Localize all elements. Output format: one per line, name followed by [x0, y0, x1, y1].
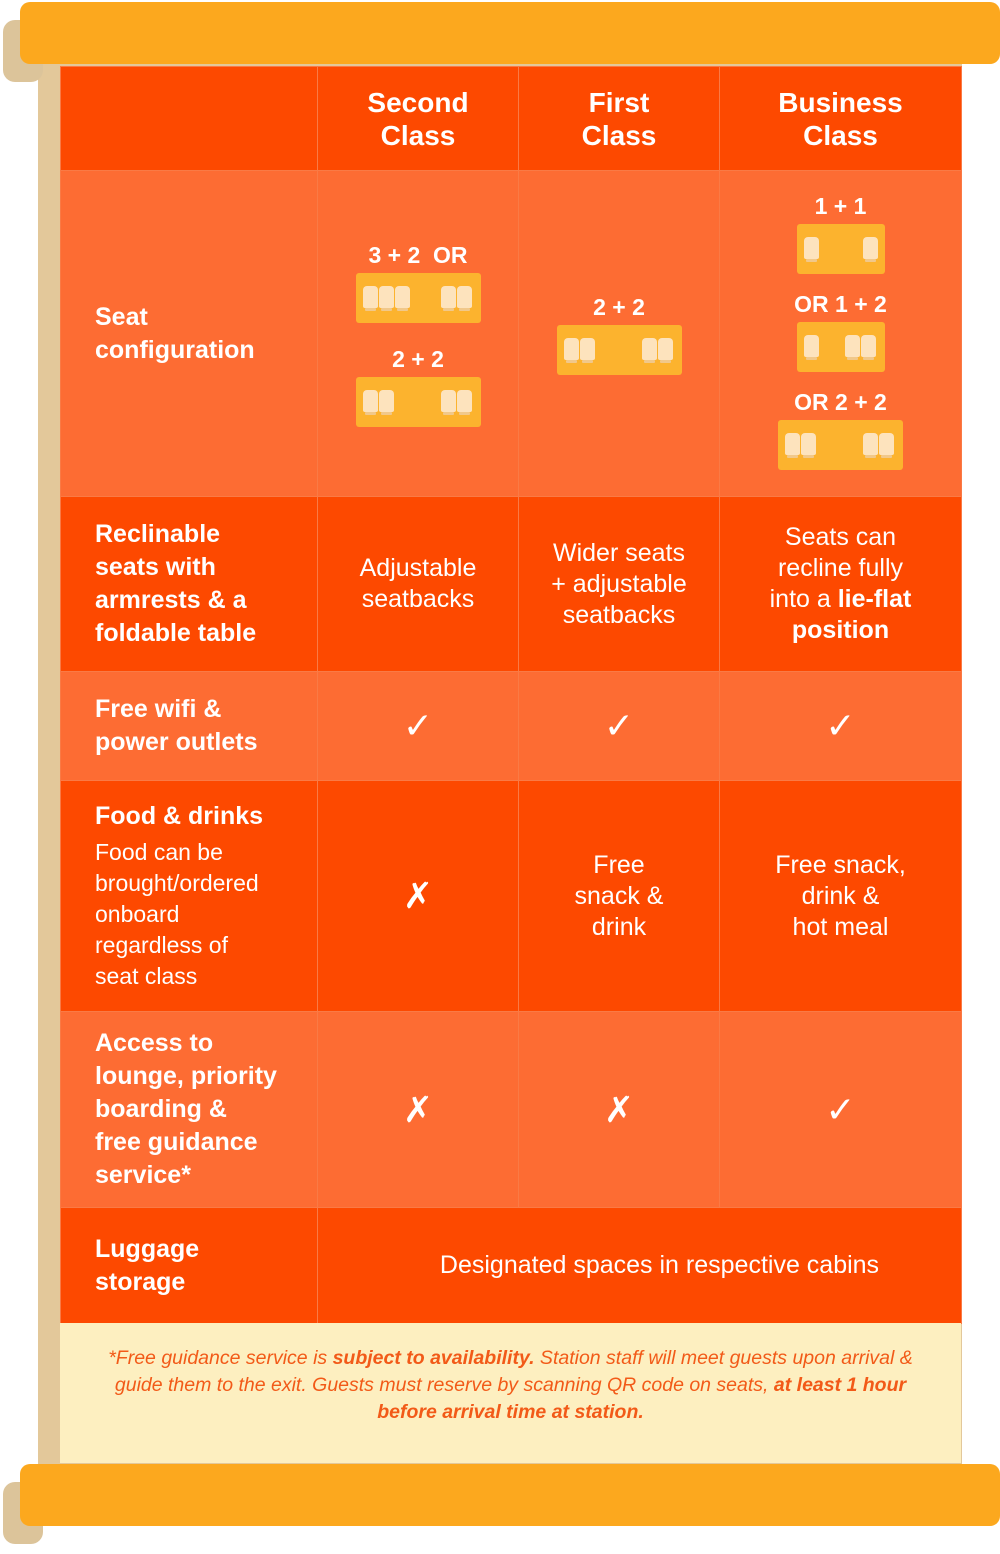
- business-class-seat-config: [720, 171, 962, 497]
- seat-2-2-icon: [356, 377, 481, 427]
- cross-icon: ✗: [318, 1012, 519, 1208]
- business-class-recline: [720, 497, 962, 672]
- row-label-wifi-power: Free wifi & power outlets: [61, 672, 318, 781]
- footnote-bold: subject to availability.: [332, 1347, 535, 1369]
- second-class-seat-config: [318, 171, 519, 497]
- scroll-roll-top: [20, 2, 1000, 64]
- row-food-drinks: [61, 781, 962, 1012]
- footnote-part: *Free guidance service is: [108, 1347, 333, 1369]
- footnote-bold: at least 1 hour before arrival time at station.: [377, 1374, 907, 1423]
- column-header-business-class: Business Class: [720, 67, 962, 171]
- check-icon: ✓: [720, 672, 962, 781]
- seat-layout-label: 2 + 2: [392, 345, 444, 372]
- cross-icon: ✗: [519, 1012, 720, 1208]
- seat-1-2-icon: [797, 322, 885, 372]
- row-label-reclinable-seats: Reclinable seats with armrests & a foldable table: [61, 497, 318, 672]
- business-class-food: Free snack, drink & hot meal: [720, 781, 962, 1012]
- footnote-part: Station staff will meet guests upon arrival & guide them to the exit. Guests must reserve by scanning QR code on seats,: [114, 1347, 913, 1396]
- seat-2-2-icon: [557, 325, 682, 375]
- second-class-recline: Adjustable seatbacks: [318, 497, 519, 672]
- check-icon: ✓: [519, 672, 720, 781]
- cross-icon: ✗: [318, 781, 519, 1012]
- scroll-roll-bottom: [20, 1464, 1000, 1526]
- luggage-storage-value: Designated spaces in respective cabins: [318, 1208, 962, 1324]
- food-drinks-title: Food & drinks: [95, 802, 264, 830]
- row-seat-configuration: [61, 171, 962, 497]
- row-lounge-access: [61, 1012, 962, 1208]
- row-label-seat-configuration: Seat configuration: [61, 171, 318, 497]
- seat-layout-label: OR 2 + 2: [794, 388, 887, 415]
- row-wifi-power: [61, 672, 962, 781]
- first-class-food: Free snack & drink: [519, 781, 720, 1012]
- row-luggage-storage: [61, 1208, 962, 1324]
- seat-3-2-icon: [356, 273, 481, 323]
- food-drinks-note: Food can be brought/ordered onboard regardless of seat class: [95, 839, 259, 989]
- first-class-seat-config: [519, 171, 720, 497]
- footnote-panel: [60, 1323, 961, 1463]
- check-icon: ✓: [720, 1012, 962, 1208]
- seat-layout-label: 3 + 2 OR: [368, 241, 468, 268]
- seat-layout-label: OR 1 + 2: [794, 290, 887, 317]
- recline-text: Seats can recline fully into a: [769, 523, 904, 613]
- column-header-first-class: First Class: [519, 67, 720, 171]
- seat-2-2-icon: [778, 420, 903, 470]
- row-label-food-drinks: [61, 781, 318, 1012]
- seat-class-comparison-table: [60, 66, 962, 1324]
- header-row: [61, 67, 962, 171]
- row-label-lounge-access: Access to lounge, priority boarding & free guidance service*: [61, 1012, 318, 1208]
- footnote-text: [100, 1345, 921, 1426]
- check-icon: ✓: [318, 672, 519, 781]
- first-class-recline: Wider seats + adjustable seatbacks: [519, 497, 720, 672]
- recline-bold-text: lie-flat position: [791, 585, 912, 644]
- seat-layout-label: 2 + 2: [593, 293, 645, 320]
- header-corner-cell: [61, 67, 318, 171]
- column-header-second-class: Second Class: [318, 67, 519, 171]
- row-label-luggage-storage: Luggage storage: [61, 1208, 318, 1324]
- seat-1-1-icon: [797, 224, 885, 274]
- seat-layout-label: 1 + 1: [814, 192, 867, 219]
- row-reclinable-seats: [61, 497, 962, 672]
